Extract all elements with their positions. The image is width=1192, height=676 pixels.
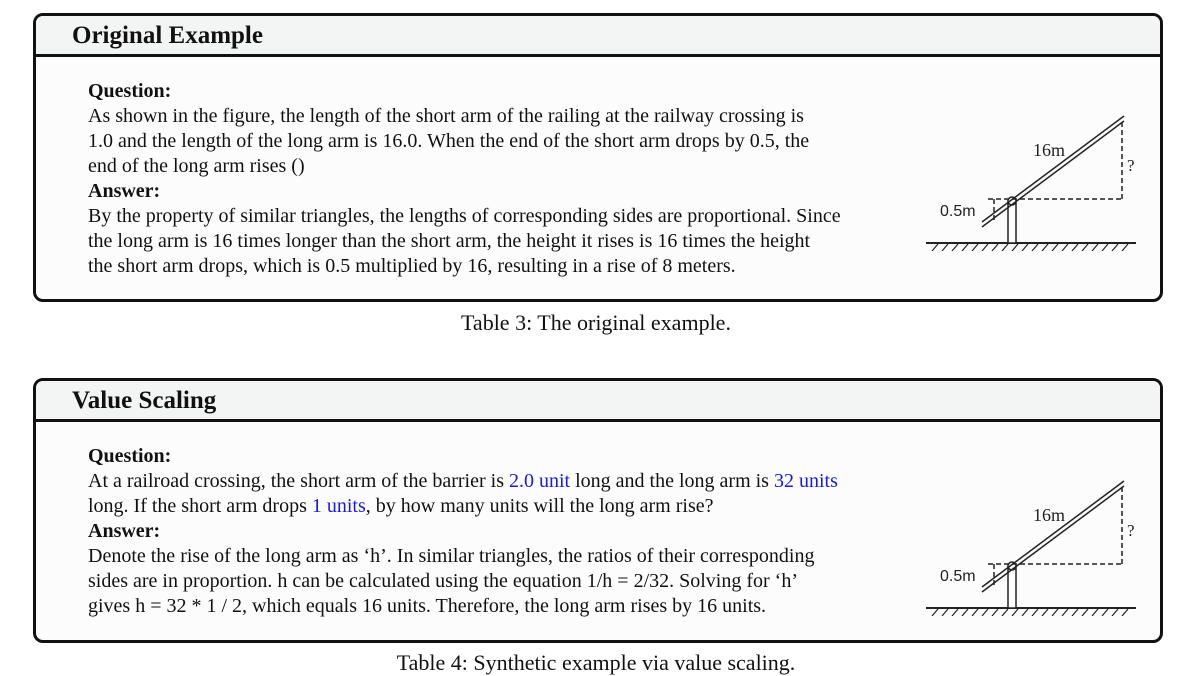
question-line: end of the long arm rises () bbox=[88, 155, 305, 177]
text: long and the long arm is bbox=[570, 470, 774, 492]
answer-label: Answer: bbox=[88, 520, 161, 542]
box-header bbox=[36, 16, 1160, 57]
railway-barrier-figure bbox=[926, 101, 1136, 251]
question-line bbox=[88, 469, 908, 494]
highlighted-value: 1 units bbox=[311, 495, 366, 517]
text: At a railroad crossing, the short arm of the barrier is bbox=[88, 470, 509, 492]
question-label: Question: bbox=[88, 445, 172, 467]
answer-line: the long arm is 16 times longer than the short arm, the height it rises is 16 times the height bbox=[88, 230, 811, 252]
question-line: 1.0 and the length of the long arm is 16.0. When the end of the short arm drops by 0.5, the bbox=[88, 130, 810, 152]
long-arm-label: 16m bbox=[1033, 505, 1066, 525]
drop-label: 0.5m bbox=[940, 203, 976, 220]
unknown-label: ? bbox=[1127, 156, 1135, 175]
drop-label: 0.5m bbox=[940, 568, 976, 585]
question-line: As shown in the figure, the length of the short arm of the railing at the railway crossing is bbox=[88, 105, 804, 127]
question-line bbox=[88, 494, 908, 519]
text: , by how many units will the long arm rise? bbox=[365, 495, 714, 517]
highlighted-value: 2.0 unit bbox=[508, 470, 571, 492]
table4-caption: Table 4: Synthetic example via value scaling. bbox=[396, 650, 796, 675]
answer-line: Denote the rise of the long arm as ‘h’. In similar triangles, the ratios of their corresponding bbox=[88, 545, 815, 567]
question-label: Question: bbox=[88, 80, 172, 102]
answer-line: gives h = 32 * 1 / 2, which equals 16 units. Therefore, the long arm rises by 16 units. bbox=[88, 595, 767, 617]
original-example-box bbox=[33, 13, 1163, 302]
example-content bbox=[88, 444, 908, 619]
answer-line: sides are in proportion. h can be calculated using the equation 1/h = 2/32. Solving for ‘h’ bbox=[88, 570, 798, 592]
text: long. If the short arm drops bbox=[88, 495, 312, 517]
highlighted-value: 32 units bbox=[773, 470, 838, 492]
box-title: Value Scaling bbox=[72, 387, 217, 414]
long-arm-label: 16m bbox=[1033, 140, 1066, 160]
answer-line: By the property of similar triangles, the lengths of corresponding sides are proportional. Since bbox=[88, 205, 841, 227]
value-scaling-box bbox=[33, 378, 1163, 643]
answer-line: the short arm drops, which is 0.5 multiplied by 16, resulting in a rise of 8 meters. bbox=[88, 255, 736, 277]
box-header bbox=[36, 381, 1160, 422]
box-title: Original Example bbox=[72, 22, 263, 49]
unknown-label: ? bbox=[1127, 521, 1135, 540]
table3-caption: Table 3: The original example. bbox=[461, 310, 731, 335]
railway-barrier-figure bbox=[926, 466, 1136, 616]
example-content bbox=[88, 79, 908, 279]
answer-label: Answer: bbox=[88, 180, 161, 202]
